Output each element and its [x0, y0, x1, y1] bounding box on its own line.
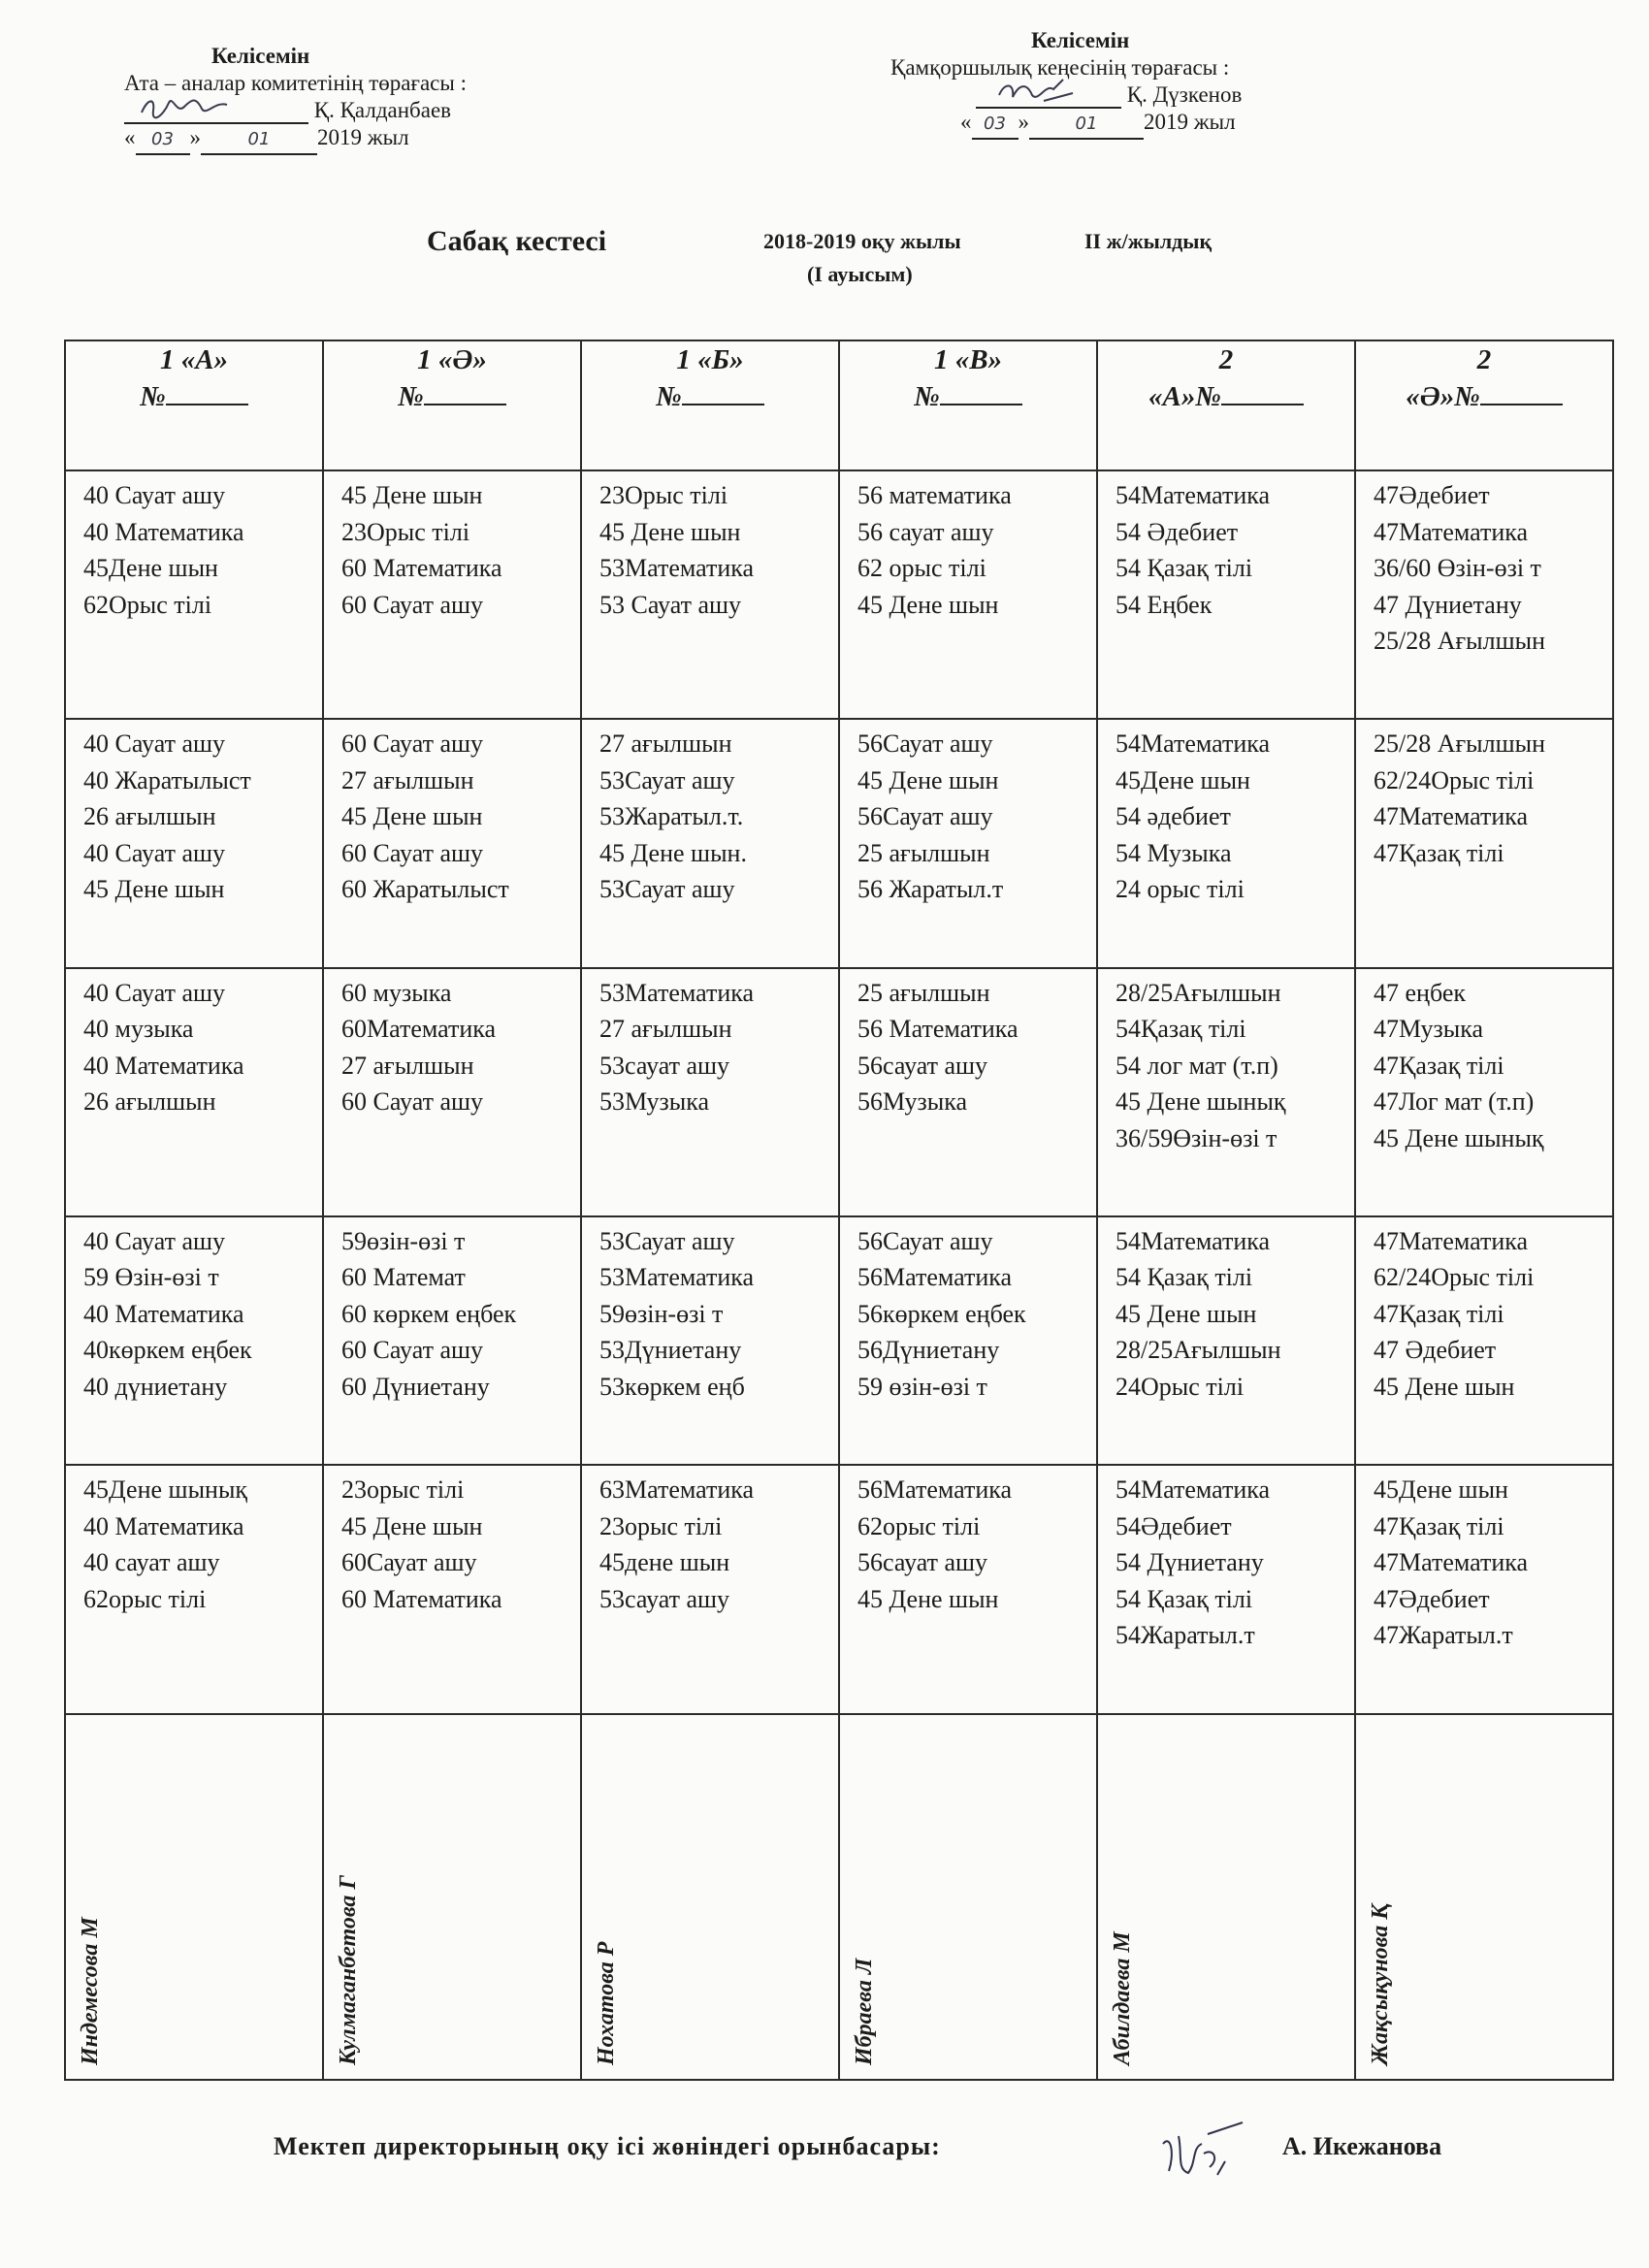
- lesson-item: 59 өзін-өзі т: [857, 1372, 987, 1401]
- approval-block-left: Келісемін Ата – аналар комитетінің төрағасы : Қ. Қалданбаев « 03 » 01 2019 жыл: [124, 43, 629, 155]
- lesson-item: 53сауат ашу: [599, 1584, 730, 1613]
- lesson-item: 60Сауат ашу: [341, 1548, 477, 1577]
- lesson-item: 56көркем еңбек: [857, 1299, 1026, 1328]
- footer-position: Мектеп директорының оқу ісі жөніндегі орынбасары:: [274, 2132, 941, 2160]
- lesson-cell: [323, 1216, 581, 1465]
- lesson-item: 54 лог мат (т.п): [1116, 1051, 1278, 1080]
- signature-scribble: [134, 91, 241, 122]
- lesson-item: 26 ағылшын: [83, 802, 216, 831]
- lesson-item: 45 Дене шын.: [599, 838, 747, 867]
- lesson-item: 45 Дене шын: [1374, 1372, 1515, 1401]
- lesson-item: 56Математика: [857, 1475, 1013, 1505]
- lesson-item: 60 Дүниетану: [341, 1372, 490, 1401]
- lesson-item: 36/60 Өзін-өзі т: [1374, 554, 1541, 583]
- lesson-item: 45 Дене шын: [341, 481, 483, 510]
- lesson-cell: [1097, 1216, 1355, 1465]
- class-header: 1 «А» №: [65, 340, 323, 470]
- signature-line: [976, 81, 1121, 109]
- document-title: Сабақ кестесі: [427, 225, 607, 257]
- lesson-cell: [839, 968, 1097, 1216]
- lesson-cell: [581, 1216, 839, 1465]
- lesson-item: 47Қазақ тілі: [1374, 1299, 1504, 1328]
- lesson-item: 60 Математика: [341, 1584, 502, 1613]
- lesson-item: 53Математика: [599, 1263, 755, 1292]
- class-header: 1 «Б» №: [581, 340, 839, 470]
- lesson-item: 47Жаратыл.т: [1374, 1621, 1513, 1650]
- lesson-item: 40 сауат ашу: [83, 1548, 220, 1577]
- lesson-item: 60 Сауат ашу: [341, 590, 484, 619]
- lesson-item: 54 Қазақ тілі: [1116, 554, 1253, 583]
- lesson-item: 56Музыка: [857, 1087, 967, 1117]
- lesson-item: 62/24Орыс тілі: [1374, 1263, 1535, 1292]
- lesson-item: 53Сауат ашу: [599, 765, 735, 794]
- lesson-item: 40 дүниетану: [83, 1372, 228, 1401]
- lesson-item: 47Қазақ тілі: [1374, 1051, 1504, 1080]
- lesson-item: 62орыс тілі: [857, 1511, 981, 1540]
- lesson-item: 47Қазақ тілі: [1374, 1511, 1504, 1540]
- lesson-item: 27 ағылшын: [341, 1051, 474, 1080]
- approval-day: 03: [151, 129, 174, 149]
- day-row: [65, 470, 1613, 719]
- lesson-item: 56Математика: [857, 1263, 1013, 1292]
- lesson-cell: [1355, 1465, 1613, 1713]
- academic-year: 2018-2019 оқу жылы: [763, 229, 961, 253]
- approval-name: Қ. Дүзкенов: [1126, 82, 1243, 107]
- lesson-item: 45 Дене шынық: [1116, 1087, 1286, 1117]
- lesson-item: 45Дене шын: [83, 554, 218, 583]
- lesson-item: 56 сауат ашу: [857, 517, 994, 546]
- lesson-cell: [1097, 719, 1355, 967]
- lesson-item: 53Сауат ашу: [599, 875, 735, 904]
- lesson-cell: [581, 470, 839, 719]
- lesson-item: 40 Сауат ашу: [83, 481, 226, 510]
- lesson-cell: [1097, 1465, 1355, 1713]
- footer-name: А. Икежанова: [1282, 2132, 1442, 2160]
- lesson-cell: [1355, 1216, 1613, 1465]
- lesson-cell: [323, 470, 581, 719]
- lesson-item: 28/25Ағылшын: [1116, 978, 1281, 1007]
- approval-year: 2019 жыл: [1144, 110, 1236, 134]
- lesson-cell: [1097, 470, 1355, 719]
- lesson-item: 25 ағылшын: [857, 978, 990, 1007]
- lesson-cell: [839, 470, 1097, 719]
- lesson-item: 47Математика: [1374, 1548, 1529, 1577]
- lesson-item: 53сауат ашу: [599, 1051, 730, 1080]
- lesson-item: 45Дене шын: [1374, 1475, 1508, 1505]
- lesson-item: 47Математика: [1374, 1226, 1529, 1255]
- lesson-item: 56Сауат ашу: [857, 1226, 993, 1255]
- lesson-item: 60 Сауат ашу: [341, 1336, 484, 1365]
- class-header: 1 «Ә» №: [323, 340, 581, 470]
- signature-scribble: [986, 76, 1092, 107]
- lesson-item: 23орыс тілі: [599, 1511, 723, 1540]
- approval-role: Ата – аналар комитетінің төрағасы :: [124, 71, 467, 95]
- lesson-item: 47Математика: [1374, 517, 1529, 546]
- lesson-item: 47Музыка: [1374, 1015, 1483, 1044]
- lesson-item: 47 еңбек: [1374, 978, 1467, 1007]
- lesson-item: 54Математика: [1116, 729, 1271, 759]
- director-signature: [1149, 2115, 1266, 2183]
- lesson-item: 59өзін-өзі т: [599, 1299, 724, 1328]
- teacher-cell: [1355, 1714, 1613, 2080]
- lesson-item: 45Дене шын: [1116, 765, 1250, 794]
- lesson-cell: [1355, 968, 1613, 1216]
- approval-name: Қ. Қалданбаев: [313, 98, 452, 122]
- lesson-item: 54Математика: [1116, 1475, 1271, 1505]
- lesson-item: 40 Жаратылыст: [83, 765, 251, 794]
- lesson-item: 54 Дүниетану: [1116, 1548, 1264, 1577]
- lesson-item: 54 Музыка: [1116, 838, 1232, 867]
- lesson-item: 47 Дүниетану: [1374, 590, 1522, 619]
- lesson-item: 60 Сауат ашу: [341, 838, 484, 867]
- lesson-item: 47Әдебиет: [1374, 1584, 1490, 1613]
- lesson-item: 59өзін-өзі т: [341, 1226, 466, 1255]
- lesson-item: 60 Математика: [341, 554, 502, 583]
- day-row: [65, 1465, 1613, 1713]
- lesson-item: 45 Дене шын: [599, 517, 741, 546]
- lesson-item: 60 Математ: [341, 1263, 466, 1292]
- approval-heading: Келісемін: [1031, 28, 1130, 52]
- lesson-item: 53Математика: [599, 554, 755, 583]
- schedule-table: [64, 340, 1614, 2081]
- lesson-cell: [65, 470, 323, 719]
- teacher-name: Индемесова М: [78, 1917, 103, 2065]
- lesson-cell: [581, 719, 839, 967]
- lesson-item: 40 Математика: [83, 517, 244, 546]
- lesson-item: 23орыс тілі: [341, 1475, 465, 1505]
- lesson-item: 56Дүниетану: [857, 1336, 1000, 1365]
- teacher-cell: [839, 1714, 1097, 2080]
- lesson-item: 24 орыс тілі: [1116, 875, 1245, 904]
- lesson-item: 62 орыс тілі: [857, 554, 986, 583]
- lesson-item: 40көркем еңбек: [83, 1336, 252, 1365]
- lesson-item: 54 Әдебиет: [1116, 517, 1239, 546]
- lesson-item: 25/28 Ағылшын: [1374, 627, 1546, 656]
- lesson-item: 53көркем еңб: [599, 1372, 745, 1401]
- lesson-item: 36/59Өзін-өзі т: [1116, 1123, 1277, 1152]
- lesson-item: 45 Дене шын: [83, 875, 225, 904]
- lesson-item: 60 көркем еңбек: [341, 1299, 517, 1328]
- approval-year: 2019 жыл: [317, 125, 409, 149]
- lesson-cell: [65, 719, 323, 967]
- lesson-item: 40 музыка: [83, 1015, 194, 1044]
- lesson-item: 60 Сауат ашу: [341, 1087, 484, 1117]
- lesson-cell: [839, 1216, 1097, 1465]
- lesson-cell: [1355, 470, 1613, 719]
- lesson-item: 54Әдебиет: [1116, 1511, 1232, 1540]
- lesson-item: 47Әдебиет: [1374, 481, 1490, 510]
- lesson-item: 56сауат ашу: [857, 1548, 988, 1577]
- approval-heading: Келісемін: [211, 44, 310, 68]
- lesson-item: 27 ағылшын: [599, 729, 732, 759]
- lesson-item: 40 Математика: [83, 1299, 244, 1328]
- lesson-item: 53Математика: [599, 978, 755, 1007]
- lesson-item: 60 Жаратылыст: [341, 875, 509, 904]
- teacher-name: Нохатова Р: [594, 1941, 619, 2065]
- lesson-cell: [65, 1216, 323, 1465]
- lesson-item: 54 Еңбек: [1116, 590, 1212, 619]
- lesson-item: 47Қазақ тілі: [1374, 838, 1504, 867]
- lesson-cell: [581, 1465, 839, 1713]
- lesson-item: 23Орыс тілі: [341, 517, 470, 546]
- day-row: [65, 968, 1613, 1216]
- lesson-item: 24Орыс тілі: [1116, 1372, 1245, 1401]
- lesson-item: 60Математика: [341, 1015, 497, 1044]
- lesson-item: 45 Дене шын: [341, 802, 483, 831]
- lesson-item: 54Жаратыл.т: [1116, 1621, 1255, 1650]
- lesson-item: 53Дүниетану: [599, 1336, 742, 1365]
- lesson-item: 45 Дене шын: [857, 590, 999, 619]
- lesson-item: 54 әдебиет: [1116, 802, 1231, 831]
- approval-month: 01: [247, 129, 271, 149]
- lesson-item: 40 Сауат ашу: [83, 838, 226, 867]
- class-header: 2 «А»№: [1097, 340, 1355, 470]
- teacher-row: [65, 1714, 1613, 2080]
- lesson-item: 56Сауат ашу: [857, 729, 993, 759]
- shift-label: (І ауысым): [807, 262, 913, 286]
- lesson-cell: [323, 1465, 581, 1713]
- lesson-item: 40 Сауат ашу: [83, 729, 226, 759]
- lesson-item: 56 Математика: [857, 1015, 1018, 1044]
- lesson-item: 28/25Ағылшын: [1116, 1336, 1281, 1365]
- lesson-item: 53Музыка: [599, 1087, 709, 1117]
- lesson-item: 54Математика: [1116, 1226, 1271, 1255]
- lesson-cell: [1355, 719, 1613, 967]
- class-header-row: [65, 340, 1613, 470]
- teacher-name: Жақсықунова Қ: [1368, 1903, 1393, 2065]
- day-row: [65, 719, 1613, 967]
- lesson-item: 45 Дене шын: [341, 1511, 483, 1540]
- lesson-item: 45Дене шынық: [83, 1475, 248, 1505]
- teacher-cell: [65, 1714, 323, 2080]
- lesson-cell: [65, 968, 323, 1216]
- lesson-item: 63Математика: [599, 1475, 755, 1505]
- lesson-item: 40 Сауат ашу: [83, 978, 226, 1007]
- lesson-item: 47Математика: [1374, 802, 1529, 831]
- lesson-item: 54Қазақ тілі: [1116, 1015, 1246, 1044]
- approval-day: 03: [984, 113, 1006, 134]
- teacher-cell: [1097, 1714, 1355, 2080]
- lesson-item: 53Жаратыл.т.: [599, 802, 744, 831]
- lesson-item: 45 Дене шын: [1116, 1299, 1257, 1328]
- lesson-item: 25/28 Ағылшын: [1374, 729, 1546, 759]
- lesson-item: 45 Дене шынық: [1374, 1123, 1544, 1152]
- lesson-cell: [581, 968, 839, 1216]
- class-header: 2 «Ә»№: [1355, 340, 1613, 470]
- lesson-item: 56 Жаратыл.т: [857, 875, 1004, 904]
- lesson-item: 60 музыка: [341, 978, 452, 1007]
- lesson-item: 56сауат ашу: [857, 1051, 988, 1080]
- lesson-cell: [839, 1465, 1097, 1713]
- lesson-item: 40 Математика: [83, 1051, 244, 1080]
- teacher-cell: [581, 1714, 839, 2080]
- lesson-item: 54 Қазақ тілі: [1116, 1263, 1253, 1292]
- teacher-name: Абилдаева М: [1110, 1931, 1135, 2065]
- lesson-item: 40 Математика: [83, 1511, 244, 1540]
- signature-line: [124, 97, 308, 124]
- lesson-item: 62орыс тілі: [83, 1584, 207, 1613]
- teacher-name: Кулмаганбетова Г: [336, 1875, 361, 2065]
- lesson-item: 56Сауат ашу: [857, 802, 993, 831]
- lesson-cell: [1097, 968, 1355, 1216]
- lesson-item: 45дене шын: [599, 1548, 730, 1577]
- lesson-item: 62Орыс тілі: [83, 590, 212, 619]
- lesson-item: 60 Сауат ашу: [341, 729, 484, 759]
- approval-block-right: Келісемін Қамқоршылық кеңесінің төрағасы : Қ. Дүзкенов « 03 » 01 2019 жыл: [890, 27, 1395, 140]
- approval-month: 01: [1075, 113, 1098, 134]
- lesson-item: 40 Сауат ашу: [83, 1226, 226, 1255]
- lesson-item: 47 Әдебиет: [1374, 1336, 1497, 1365]
- lesson-item: 54 Қазақ тілі: [1116, 1584, 1253, 1613]
- lesson-item: 47Лог мат (т.п): [1374, 1087, 1535, 1117]
- teacher-name: Ибраева Л: [852, 1958, 877, 2065]
- lesson-item: 54Математика: [1116, 481, 1271, 510]
- lesson-item: 27 ағылшын: [341, 765, 474, 794]
- lesson-item: 27 ағылшын: [599, 1015, 732, 1044]
- lesson-item: 45 Дене шын: [857, 765, 999, 794]
- lesson-item: 53 Сауат ашу: [599, 590, 742, 619]
- class-header: 1 «В» №: [839, 340, 1097, 470]
- lesson-cell: [65, 1465, 323, 1713]
- lesson-item: 59 Өзін-өзі т: [83, 1263, 219, 1292]
- half-year: ІІ ж/жылдық: [1084, 229, 1212, 253]
- lesson-item: 45 Дене шын: [857, 1584, 999, 1613]
- lesson-item: 25 ағылшын: [857, 838, 990, 867]
- approval-role: Қамқоршылық кеңесінің төрағасы :: [890, 55, 1230, 80]
- lesson-item: 26 ағылшын: [83, 1087, 216, 1117]
- lesson-item: 56 математика: [857, 481, 1012, 510]
- lesson-cell: [839, 719, 1097, 967]
- lesson-item: 53Сауат ашу: [599, 1226, 735, 1255]
- lesson-cell: [323, 719, 581, 967]
- lesson-item: 23Орыс тілі: [599, 481, 728, 510]
- lesson-cell: [323, 968, 581, 1216]
- lesson-item: 62/24Орыс тілі: [1374, 765, 1535, 794]
- teacher-cell: [323, 1714, 581, 2080]
- day-row: [65, 1216, 1613, 1465]
